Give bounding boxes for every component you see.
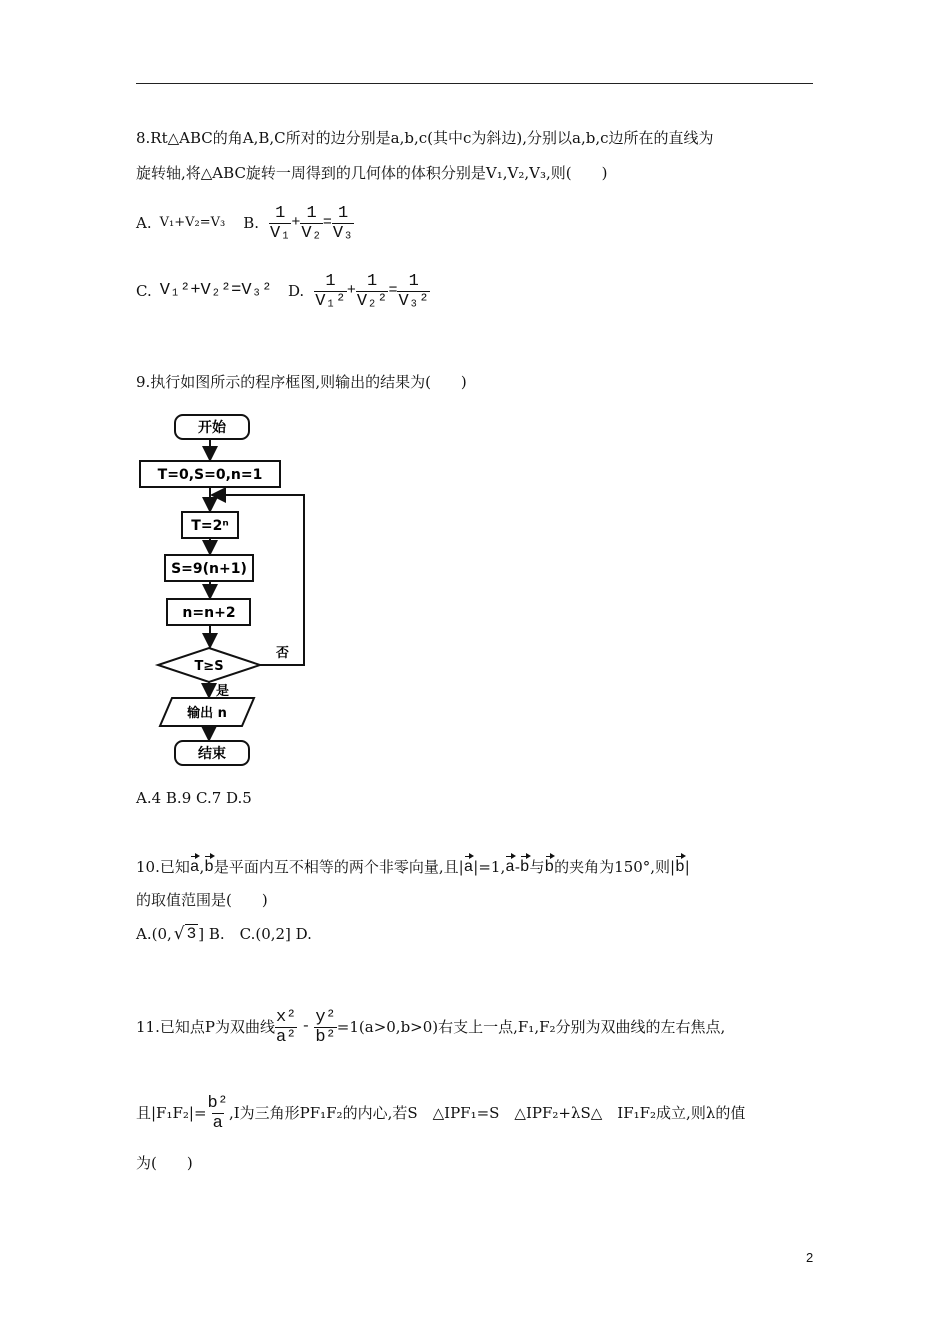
q10-end: | — [684, 858, 690, 876]
q8-b-frac3: $\frac{1}{\text{V₃}}$ — [332, 203, 354, 243]
q8-option-a-text: V₁+V₂=V₃ — [159, 215, 226, 230]
q11-line2 — [136, 1088, 745, 1138]
vector-b-abs: b — [675, 852, 685, 876]
flow-end-text: 结束 — [198, 746, 226, 762]
q10-prefix: 10.已知 — [136, 858, 190, 876]
q9-flowchart — [130, 405, 320, 775]
q8-line2: 旋转轴,将△ABC旋转一周得到的几何体的体积分别是V₁,V₂,V₃,则( ) — [136, 164, 608, 182]
flow-output-text: 输出 n — [187, 706, 227, 721]
q8-line1: 8.Rt△ABC的角A,B,C所对的边分别是a,b,c(其中c为斜边),分别以a,b,c边所在的直线为 — [136, 129, 714, 147]
q8-d-eq: = — [388, 282, 398, 299]
q8-options-ab — [136, 203, 354, 243]
q8-d-plus: + — [346, 282, 356, 299]
vector-b-diff: b — [520, 852, 530, 876]
q10-line1 — [136, 852, 690, 876]
flow-cond-text: T≥S — [194, 659, 224, 674]
q11-frac-b2a: $\frac{\text{b²}}{a}$ — [207, 1093, 228, 1133]
vector-b-angle: b — [545, 852, 555, 876]
flow-start-text: 开始 — [198, 420, 226, 436]
flow-step1-text: T=2ⁿ — [191, 518, 229, 534]
flow-init-text: T=0,S=0,n=1 — [157, 467, 263, 483]
q10-minus: - — [514, 858, 520, 876]
q10-mid1: 是平面内互不相等的两个非零向量,且| — [213, 858, 464, 876]
vector-a: a — [190, 852, 200, 876]
q8-b-plus: + — [291, 214, 301, 231]
q10-comma: , — [199, 858, 205, 876]
q10-mid3: 与 — [529, 858, 545, 876]
q9-options: A.4 B.9 C.7 D.5 — [136, 789, 252, 807]
q11-line1 — [136, 1000, 725, 1054]
q8-b-frac2: $\frac{1}{\text{V₂}}$ — [301, 203, 322, 243]
q10-mid4: 的夹角为150°,则| — [554, 858, 676, 876]
flow-step3-text: n=n+2 — [182, 605, 236, 621]
q8-options-cd — [136, 266, 430, 316]
vector-b: b — [204, 852, 214, 876]
q8-option-d-label: D. — [287, 282, 305, 300]
q10-mid2: |=1, — [473, 858, 506, 876]
q8-d-frac3: $\frac{1}{\text{V₃²}}$ — [398, 271, 430, 311]
q8-d-frac2: $\frac{1}{\text{V₂²}}$ — [356, 271, 388, 311]
q8-option-c-label: C. — [136, 282, 152, 300]
q8-option-a-label: A. — [136, 214, 152, 232]
q8-option-c-text: V₁²+V₂²=V₃² — [159, 281, 272, 300]
q11-l2-prefix: 且|F₁F₂|= — [136, 1104, 207, 1122]
q11-frac-x: $\frac{\text{x²}}{\text{a²}}$ — [275, 1007, 297, 1047]
q11-minus: - — [301, 1018, 311, 1035]
q11-prefix: 11.已知点P为双曲线 — [136, 1018, 275, 1036]
q11-suffix: =1(a>0,b>0)右支上一点,F₁,F₂分别为双曲线的左右焦点, — [336, 1018, 726, 1036]
q10-options — [136, 924, 312, 943]
vector-a-abs: a — [464, 852, 474, 876]
q8-b-frac1: $\frac{1}{\text{V₁}}$ — [270, 203, 291, 243]
q8-b-eq: = — [322, 214, 332, 231]
q9-text: 9.执行如图所示的程序框图,则输出的结果为( ) — [136, 373, 467, 391]
sqrt-sign: √ — [173, 924, 185, 944]
q11-l2-suffix: ,I为三角形PF₁F₂的内心,若S △IPF₁=S △IPF₂+λS△ IF₁F₂成立,则λ的值 — [228, 1104, 746, 1122]
flow-no-label: 否 — [276, 646, 290, 661]
q10-line2: 的取值范围是( ) — [136, 891, 268, 909]
vector-a-diff: a — [505, 852, 515, 876]
q10-sqrt3: 3 — [186, 925, 197, 943]
q10-option-rest: ] B. C.(0,2] D. — [198, 925, 312, 943]
q8-option-b-label: B. — [243, 214, 259, 232]
q11-line3: 为( ) — [136, 1154, 193, 1172]
header-rule — [136, 83, 813, 84]
q11-frac-y: $\frac{\text{y²}}{\text{b²}}$ — [315, 1007, 336, 1047]
flow-step2-text: S=9(n+1) — [171, 561, 247, 577]
q10-option-a: A.(0, — [136, 925, 172, 943]
page-number: 2 — [806, 1250, 814, 1265]
q8-d-frac1: $\frac{1}{\text{V₁²}}$ — [315, 271, 346, 311]
flow-yes-label: 是 — [216, 684, 230, 699]
